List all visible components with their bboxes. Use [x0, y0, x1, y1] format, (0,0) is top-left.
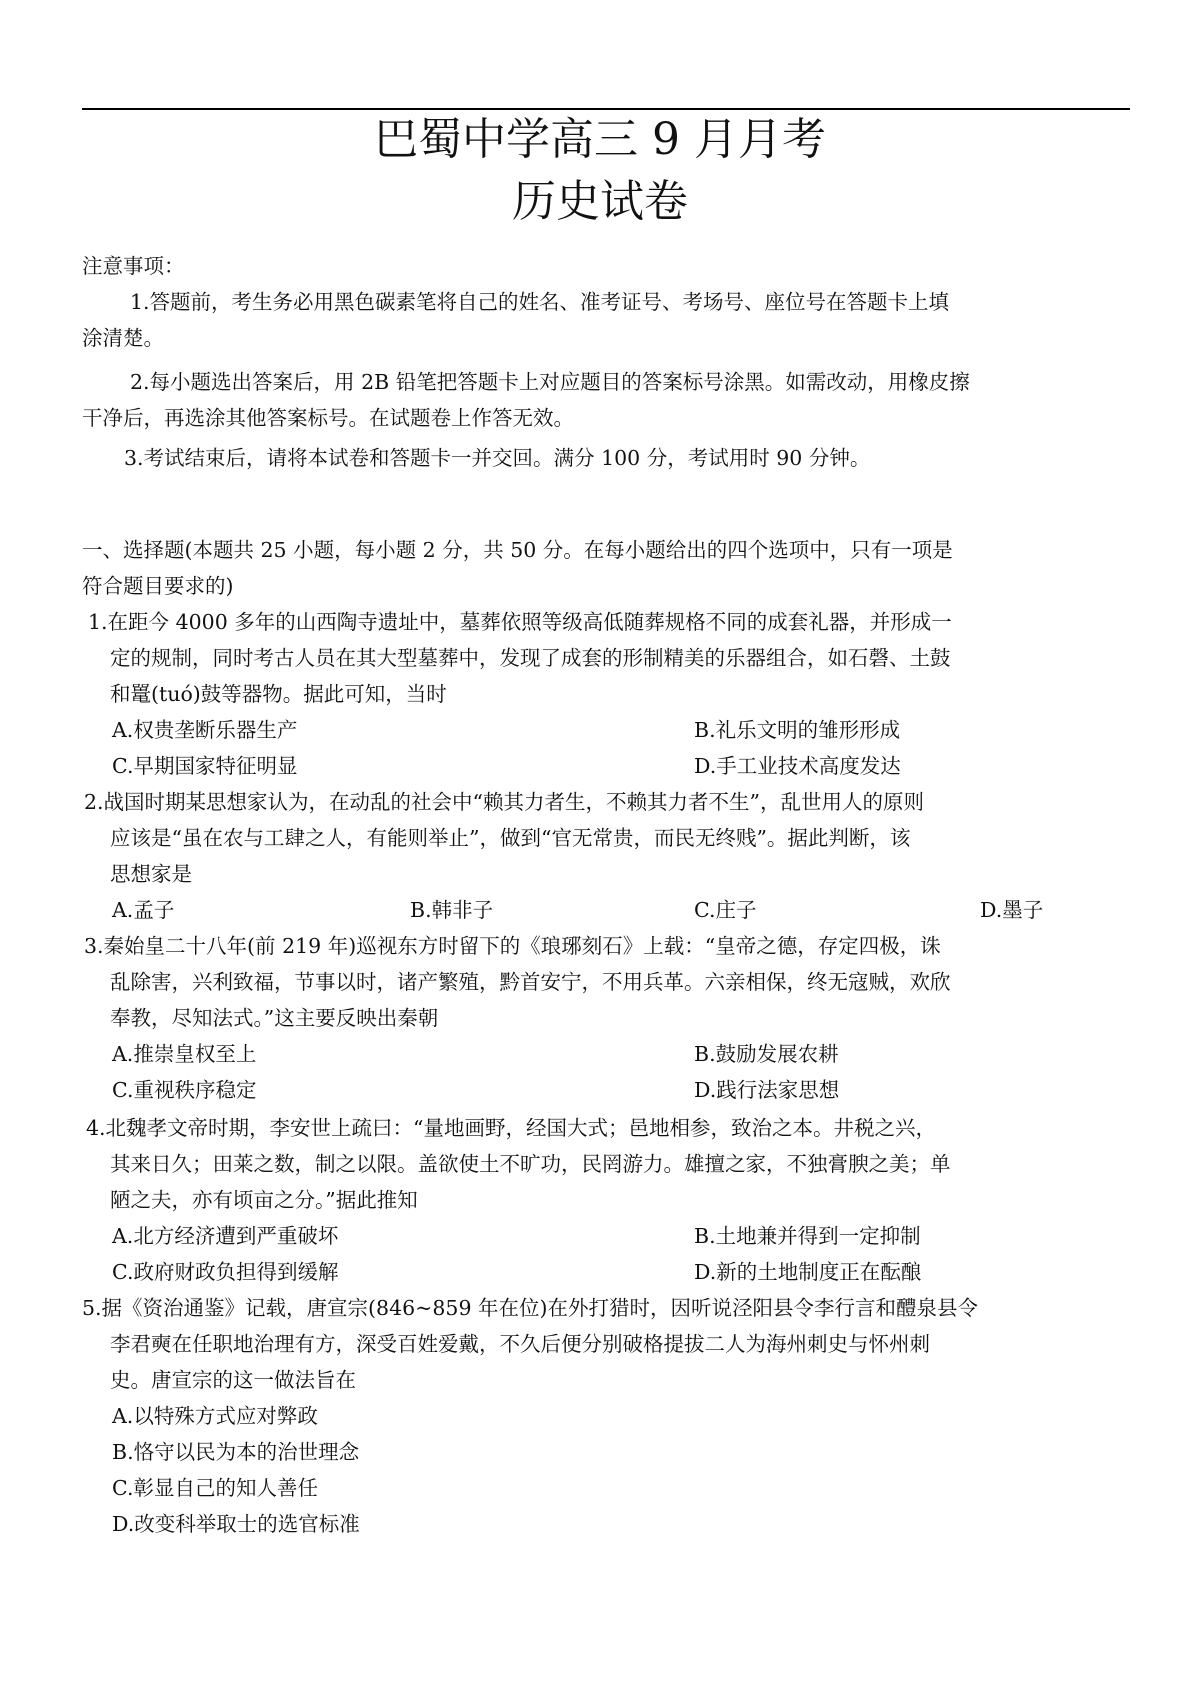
header-rule — [82, 108, 1130, 110]
question-3-option-a[interactable]: A.推崇皇权至上 — [112, 1042, 257, 1066]
question-2-line-2: 应该是“虽在农与工肆之人，有能则举止”，做到“官无常贵，而民无终贱”。据此判断，该 — [110, 826, 911, 850]
subject-title: 历史试卷 — [512, 176, 688, 227]
question-5-option-d[interactable]: D.改变科举取士的选官标准 — [112, 1512, 360, 1536]
question-3-option-b[interactable]: B.鼓励发展农耕 — [694, 1042, 839, 1066]
question-1-option-a[interactable]: A.权贵垄断乐器生产 — [112, 718, 298, 742]
section-heading-line-1: 一、选择题(本题共 25 小题，每小题 2 分，共 50 分。在每小题给出的四个选项中，只有一项是 — [82, 538, 953, 562]
question-4-line-1: 4.北魏孝文帝时期，李安世上疏曰：“量地画野，经国大式；邑地相参，致治之本。井税之兴， — [86, 1116, 937, 1140]
notice-heading: 注意事项： — [82, 254, 185, 278]
question-3-line-3: 奉教，尽知法式。”这主要反映出秦朝 — [110, 1006, 439, 1030]
notice-item-2-line-2: 干净后，再选涂其他答案标号。在试题卷上作答无效。 — [82, 406, 574, 430]
question-1-option-c[interactable]: C.早期国家特征明显 — [112, 754, 298, 778]
question-1-option-d[interactable]: D.手工业技术高度发达 — [694, 754, 901, 778]
notice-item-3-line-1: 3.考试结束后，请将本试卷和答题卡一并交回。满分 100 分，考试用时 90 分钟。 — [124, 446, 871, 470]
question-5-option-c[interactable]: C.彰显自己的知人善任 — [112, 1476, 318, 1500]
question-1-line-3: 和鼍(tuó)鼓等器物。据此可知，当时 — [110, 682, 447, 706]
question-5-line-2: 李君奭在任职地治理有方，深受百姓爱戴，不久后便分别破格提拔二人为海州刺史与怀州刺 — [110, 1332, 930, 1356]
exam-title: 巴蜀中学高三 9 月月考 — [374, 114, 826, 165]
question-1-option-b[interactable]: B.礼乐文明的雏形形成 — [694, 718, 901, 742]
question-3-option-d[interactable]: D.践行法家思想 — [694, 1078, 840, 1102]
question-2-option-c[interactable]: C.庄子 — [694, 898, 757, 922]
question-5-line-3: 史。唐宣宗的这一做法旨在 — [110, 1368, 356, 1392]
question-5-option-b[interactable]: B.恪守以民为本的治世理念 — [112, 1440, 360, 1464]
question-4-option-d[interactable]: D.新的土地制度正在酝酿 — [694, 1260, 922, 1284]
question-1-line-2: 定的规制，同时考古人员在其大型墓葬中，发现了成套的形制精美的乐器组合，如石磬、土鼓 — [110, 646, 951, 670]
question-5-line-1: 5.据《资治通鉴》记载，唐宣宗(846~859 年在位)在外打猎时，因听说泾阳县令李行言和醴泉县令 — [82, 1296, 979, 1320]
question-4-line-3: 陋之夫，亦有顷亩之分。”据此推知 — [110, 1188, 418, 1212]
question-2-option-a[interactable]: A.孟子 — [112, 898, 175, 922]
section-heading-line-2: 符合题目要求的) — [82, 574, 234, 598]
notice-item-1-line-1: 1.答题前，考生务必用黑色碳素笔将自己的姓名、准考证号、考场号、座位号在答题卡上填 — [130, 290, 950, 314]
question-3-line-1: 3.秦始皇二十八年(前 219 年)巡视东方时留下的《琅琊刻石》上载：“皇帝之德，存定四极，诛 — [84, 934, 941, 958]
question-4-line-2: 其来日久；田莱之数，制之以限。盖欲使土不旷功，民罔游力。雄擅之家，不独膏腴之美；单 — [110, 1152, 951, 1176]
question-3-option-c[interactable]: C.重视秩序稳定 — [112, 1078, 257, 1102]
question-1-line-1: 1.在距今 4000 多年的山西陶寺遗址中，墓葬依照等级高低随葬规格不同的成套礼器，并形成一 — [88, 610, 952, 634]
notice-item-1-line-2: 涂清楚。 — [82, 326, 164, 350]
question-2-option-b[interactable]: B.韩非子 — [410, 898, 494, 922]
question-2-line-1: 2.战国时期某思想家认为，在动乱的社会中“赖其力者生，不赖其力者不生”，乱世用人的原则 — [84, 790, 925, 814]
notice-item-2-line-1: 2.每小题选出答案后，用 2B 铅笔把答题卡上对应题目的答案标号涂黑。如需改动，用橡皮擦 — [130, 370, 970, 394]
question-3-line-2: 乱除害，兴利致福，节事以时，诸产繁殖，黔首安宁，不用兵革。六亲相保，终无寇贼，欢欣 — [110, 970, 951, 994]
question-2-option-d[interactable]: D.墨子 — [980, 898, 1044, 922]
question-2-line-3: 思想家是 — [110, 862, 192, 886]
question-5-option-a[interactable]: A.以特殊方式应对弊政 — [112, 1404, 318, 1428]
question-4-option-a[interactable]: A.北方经济遭到严重破坏 — [112, 1224, 339, 1248]
question-4-option-c[interactable]: C.政府财政负担得到缓解 — [112, 1260, 339, 1284]
question-4-option-b[interactable]: B.土地兼并得到一定抑制 — [694, 1224, 921, 1248]
